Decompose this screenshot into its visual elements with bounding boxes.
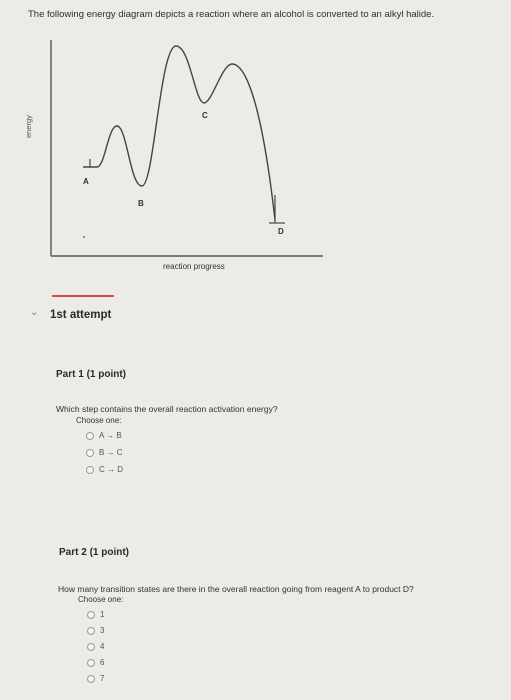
part2-choose-label: Choose one: xyxy=(78,595,124,604)
option-label: 7 xyxy=(100,674,105,683)
attempt-header[interactable]: 1st attempt xyxy=(50,309,112,321)
part2-option-7[interactable] xyxy=(87,674,104,683)
point-d-label: D xyxy=(278,227,284,236)
y-axis-label: energy xyxy=(24,115,33,138)
point-c-label: C xyxy=(202,111,208,120)
radio-button[interactable] xyxy=(86,432,94,440)
option-label: 4 xyxy=(100,642,105,651)
part1-option-b-c[interactable] xyxy=(86,448,123,457)
radio-button[interactable] xyxy=(87,611,95,619)
x-axis-label: reaction progress xyxy=(163,262,225,271)
option-label: C → D xyxy=(99,465,123,474)
energy-diagram xyxy=(0,0,511,290)
part2-option-6[interactable] xyxy=(87,658,104,667)
part2-option-4[interactable] xyxy=(87,642,104,651)
radio-button[interactable] xyxy=(87,675,95,683)
chevron-down-icon[interactable]: ⌄ xyxy=(30,307,39,318)
option-label: A → B xyxy=(99,431,122,440)
option-label: 6 xyxy=(100,658,105,667)
option-label: 3 xyxy=(100,626,105,635)
attempt-underline xyxy=(52,295,114,297)
part2-option-1[interactable] xyxy=(87,610,104,619)
part1-title: Part 1 (1 point) xyxy=(56,369,127,380)
intro-text: The following energy diagram depicts a reaction where an alcohol is converted to an alkyl halide. xyxy=(28,9,435,20)
point-a-label: A xyxy=(83,177,89,186)
part1-choose-label: Choose one: xyxy=(76,416,122,425)
radio-button[interactable] xyxy=(87,659,95,667)
radio-button[interactable] xyxy=(87,627,95,635)
part1-option-a-b[interactable] xyxy=(86,431,122,440)
energy-curve xyxy=(83,46,275,220)
part1-question: Which step contains the overall reaction activation energy? xyxy=(56,404,278,414)
radio-button[interactable] xyxy=(86,466,94,474)
part1-option-c-d[interactable] xyxy=(86,465,123,474)
option-label: B → C xyxy=(99,448,123,457)
option-label: 1 xyxy=(100,610,105,619)
radio-button[interactable] xyxy=(86,449,94,457)
radio-button[interactable] xyxy=(87,643,95,651)
part2-title: Part 2 (1 point) xyxy=(59,547,130,558)
part2-question: How many transition states are there in the overall reaction going from reagent A to product D? xyxy=(58,584,414,594)
point-b-label: B xyxy=(138,199,144,208)
part2-option-3[interactable] xyxy=(87,626,104,635)
